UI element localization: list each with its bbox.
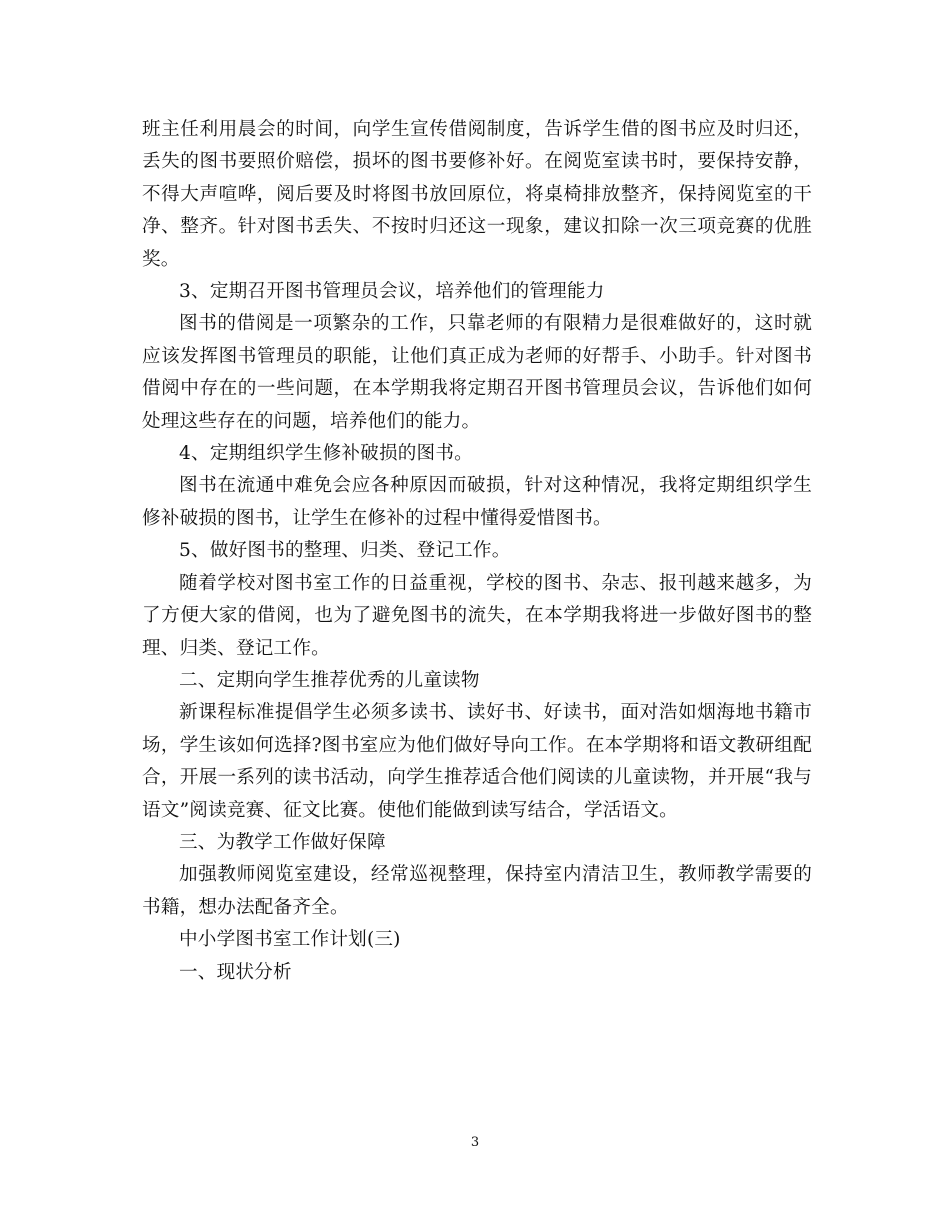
heading-recommend-reading: 二、定期向学生推荐优秀的儿童读物 — [179, 669, 480, 691]
heading-repair-books: 4、定期组织学生修补破损的图书。 — [179, 443, 473, 465]
heading-librarian-meetings: 3、定期召开图书管理员会议，培养他们的管理能力 — [179, 281, 605, 303]
document-body — [142, 114, 812, 989]
heading-status-analysis: 一、现状分析 — [179, 961, 292, 983]
paragraph-recommend-reading: 新课程标准提倡学生必须多读书、读好书、好读书，面对浩如烟海地书籍市场，学生该如何选择?图书室应为他们做好导向工作。在本学期将和语文教研组配合，开展一系列的读书活动，向学生推荐适合他们阅读的儿童读物，并开展“我与语文”阅读竞赛、征文比赛。使他们能做到读写结合，学活语文。 — [142, 702, 812, 821]
heading-plan-three: 中小学图书室工作计划(三) — [179, 929, 401, 951]
paragraph-repair-books: 图书在流通中难免会应各种原因而破损，针对这种情况，我将定期组织学生修补破损的图书，让学生在修补的过程中懂得爱惜图书。 — [142, 475, 812, 529]
page-number: 3 — [470, 1135, 480, 1150]
heading-organize-register: 5、做好图书的整理、归类、登记工作。 — [179, 540, 511, 562]
paragraph-organize-register: 随着学校对图书室工作的日益重视，学校的图书、杂志、报刊越来越多，为了方便大家的借阅，也为了避免图书的流失，在本学期我将进一步做好图书的整理、归类、登记工作。 — [142, 572, 812, 659]
paragraph-librarian-meetings: 图书的借阅是一项繁杂的工作，只靠老师的有限精力是很难做好的，这时就应该发挥图书管理员的职能，让他们真正成为老师的好帮手、小助手。针对图书借阅中存在的一些问题，在本学期我将定期召开图书管理员会议，告诉他们如何处理这些存在的问题，培养他们的能力。 — [142, 313, 812, 432]
paragraph-teaching-support: 加强教师阅览室建设，经常巡视整理，保持室内清洁卫生，教师教学需要的书籍，想办法配备齐全。 — [142, 864, 812, 918]
heading-teaching-support: 三、为教学工作做好保障 — [179, 831, 386, 853]
paragraph-borrowing-rules: 班主任利用晨会的时间，向学生宣传借阅制度，告诉学生借的图书应及时归还，丢失的图书要照价赔偿，损坏的图书要修补好。在阅览室读书时，要保持安静，不得大声喧哗，阅后要及时将图书放回原位，将桌椅排放整齐，保持阅览室的干净、整齐。针对图书丢失、不按时归还这一现象，建议扣除一次三项竞赛的优胜奖。 — [142, 119, 812, 270]
